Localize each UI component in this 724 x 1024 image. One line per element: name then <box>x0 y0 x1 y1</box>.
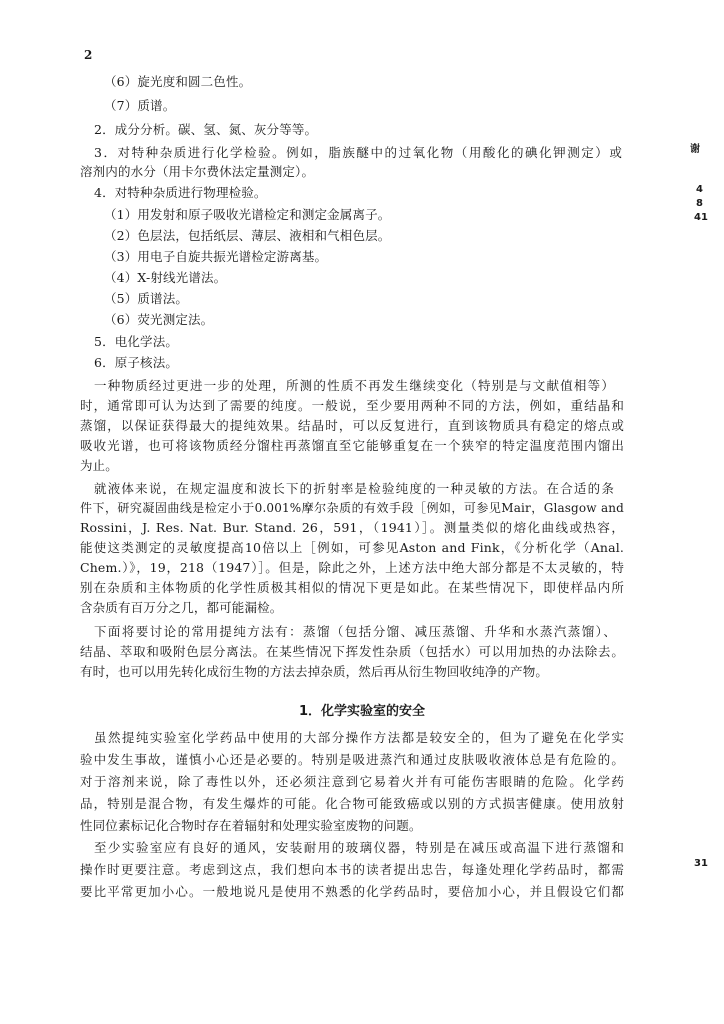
list-item: 4．对特种杂质进行物理检验。 <box>94 185 267 200</box>
paragraph-line: 为止。 <box>80 458 118 473</box>
list-item: （7）质谱。 <box>104 98 176 113</box>
section-heading: 1．化学实验室的安全 <box>298 704 426 719</box>
paragraph-line: 时，通常即可认为达到了需要的纯度。一般说，至少要用两种不同的方法，例如，重结晶和 <box>80 398 624 413</box>
paragraph-line: 虽然提纯实验室化学药品中使用的大部分操作方法都是较安全的，但为了避免在化学实 <box>94 730 624 745</box>
paragraph-line: 品，特别是混合物，有发生爆炸的可能。化合物可能致癌或以别的方式损害健康。使用放射 <box>80 796 624 811</box>
paragraph-line: 含杂质有百万分之几，都可能漏检。 <box>80 600 283 615</box>
list-item: （3）用电子自旋共振光谱检定游离基。 <box>104 249 328 264</box>
paragraph-line: 吸收光谱，也可将该物质经分馏柱再蒸馏直至它能够重复在一个狭窄的特定温度范围内馏出 <box>80 438 624 453</box>
paragraph-line: 操作时更要注意。考虑到这点，我们想向本书的读者提出忠告，每逢处理化学药品时，都需 <box>80 862 624 877</box>
list-item: （6）荧光测定法。 <box>104 312 214 327</box>
list-item: 6．原子核法。 <box>94 355 179 370</box>
list-item: 3．对特种杂质进行化学检验。例如，脂族醚中的过氧化物（用酸化的碘化钾测定）或 <box>94 145 622 160</box>
paragraph-line: 一种物质经过更进一步的处理，所测的性质不再发生继续变化（特别是与文献值相等） <box>94 378 614 393</box>
paragraph-line: 性同位素标记化合物时存在着辐射和处理实验室废物的问题。 <box>80 818 422 833</box>
paragraph-line: 结晶、萃取和吸附色层分离法。在某些情况下挥发性杂质（包括水）可以用加热的办法除去。 <box>80 644 624 659</box>
paragraph-line: 蒸馏，以保证获得最大的提纯效果。结晶时，可以反复进行，直到该物质具有稳定的熔点或 <box>80 418 624 433</box>
paragraph-line: 有时，也可以用先转化成衍生物的方法去掉杂质，然后再从衍生物回收纯净的产物。 <box>80 664 549 679</box>
margin-mid-mark-1: 4 <box>696 184 703 195</box>
paragraph-line: 要比平常更加小心。一般地说凡是使用不熟悉的化学药品时，要倍加小心，并且假设它们都 <box>80 884 624 899</box>
margin-mid-mark-3: 41 <box>694 212 708 223</box>
margin-mid-mark-2: 8 <box>696 198 703 209</box>
list-item: （5）质谱法。 <box>104 291 189 306</box>
paragraph-line: 别在杂质和主体物质的化学性质极其相似的情况下更是如此。在某些情况下，即使样品内所 <box>80 580 624 595</box>
page-number: 2 <box>84 48 93 62</box>
list-item: （1）用发射和原子吸收光谱检定和测定金属离子。 <box>104 207 391 222</box>
list-item: 2．成分分析。碳、氢、氮、灰分等等。 <box>94 122 318 137</box>
paragraph-line: 件下，研究凝固曲线是检定小于0.001%摩尔杂质的有效手段［例如，可参见Mair，Glasgow and <box>80 501 624 515</box>
list-item: （4）X-射线光谱法。 <box>104 270 227 285</box>
list-item: 5．电化学法。 <box>94 334 179 349</box>
paragraph-line: Rossini，J. Res. Nat. Bur. Stand. 26，591，（1941）］。测量类似的熔化曲线或热容， <box>80 520 624 535</box>
list-item: （2）色层法，包括纸层、薄层、液相和气相色层。 <box>104 228 391 243</box>
paragraph-line: 至少实验室应有良好的通风，安装耐用的玻璃仪器，特别是在减压或高温下进行蒸馏和 <box>94 840 624 855</box>
paragraph-line: Chem.）》，19，218（1947）］。但是，除此之外，上述方法中绝大部分都是不太灵敏的，特 <box>80 560 624 575</box>
list-item: 溶剂内的水分（用卡尔费休法定量测定）。 <box>80 164 315 179</box>
paragraph-line: 下面将要讨论的常用提纯方法有：蒸馏（包括分馏、减压蒸馏、升华和水蒸汽蒸馏）、 <box>94 624 616 639</box>
paragraph-line: 能使这类测定的灵敏度提高10倍以上［例如，可参见Aston and Fink，《分析化学（Anal. <box>80 540 624 555</box>
margin-top-mark: 谢 <box>690 144 700 155</box>
list-item: （6）旋光度和圆二色性。 <box>104 74 252 89</box>
paragraph-line: 就液体来说，在规定温度和波长下的折射率是检验纯度的一种灵敏的方法。在合适的条 <box>94 481 614 496</box>
paragraph-line: 对于溶剂来说，除了毒性以外，还必须注意到它易着火并有可能伤害眼睛的危险。化学药 <box>80 774 624 789</box>
margin-bottom-mark: 31 <box>694 858 708 869</box>
paragraph-line: 验中发生事故，谨慎小心还是必要的。特别是吸进蒸汽和通过皮肤吸收液体总是有危险的。 <box>80 752 624 767</box>
